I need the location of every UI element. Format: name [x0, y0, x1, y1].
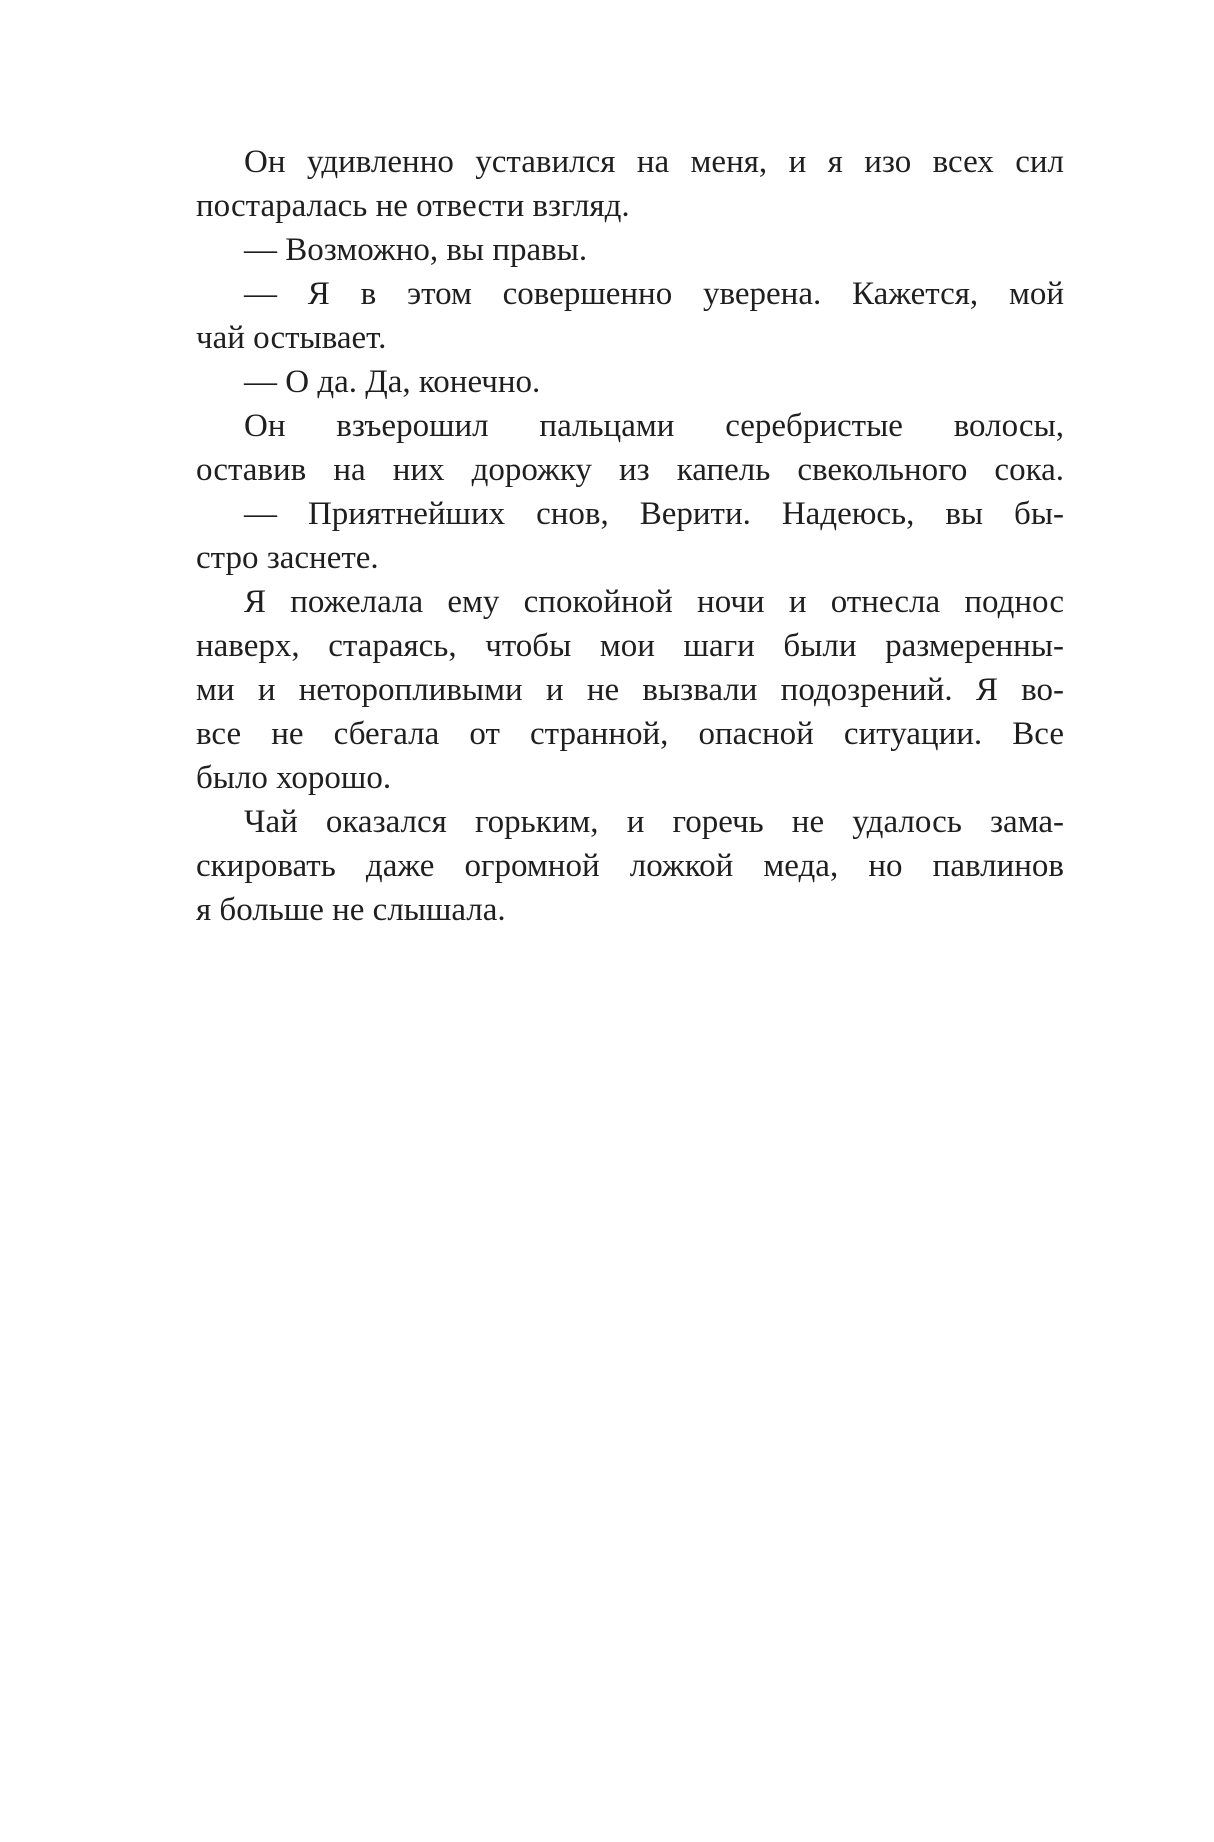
- text-line: постаралась не отвести взгляд.: [196, 188, 630, 224]
- dialogue-line: — Я в этом совершенно уверена. Кажется, мой: [244, 276, 1064, 312]
- page-text: [196, 140, 1064, 932]
- text-line: все не сбегала от странной, опасной ситуации. Все: [196, 716, 1064, 752]
- dialogue-line: — Возможно, вы правы.: [244, 232, 588, 268]
- text-line: оставив на них дорожку из капель свекольного сока.: [196, 452, 1064, 488]
- text-line: я больше не слышала.: [196, 892, 506, 928]
- text-line: Я пожелала ему спокойной ночи и отнесла поднос: [244, 584, 1064, 620]
- text-line: было хорошо.: [196, 760, 392, 796]
- dialogue-line: — Приятнейших снов, Верити. Надеюсь, вы бы-: [244, 496, 1064, 532]
- dialogue-line: — О да. Да, конечно.: [244, 364, 541, 400]
- text-line: Он удивленно уставился на меня, и я изо всех сил: [244, 144, 1064, 180]
- text-line: стро заснете.: [196, 540, 379, 576]
- text-line: наверх, стараясь, чтобы мои шаги были размеренны-: [196, 628, 1064, 664]
- text-line: чай остывает.: [196, 320, 387, 356]
- text-line: ми и неторопливыми и не вызвали подозрений. Я во-: [196, 672, 1064, 708]
- text-line: Чай оказался горьким, и горечь не удалось зама-: [244, 804, 1064, 840]
- text-line: скировать даже огромной ложкой меда, но павлинов: [196, 848, 1064, 884]
- text-line: Он взъерошил пальцами серебристые волосы,: [244, 408, 1064, 444]
